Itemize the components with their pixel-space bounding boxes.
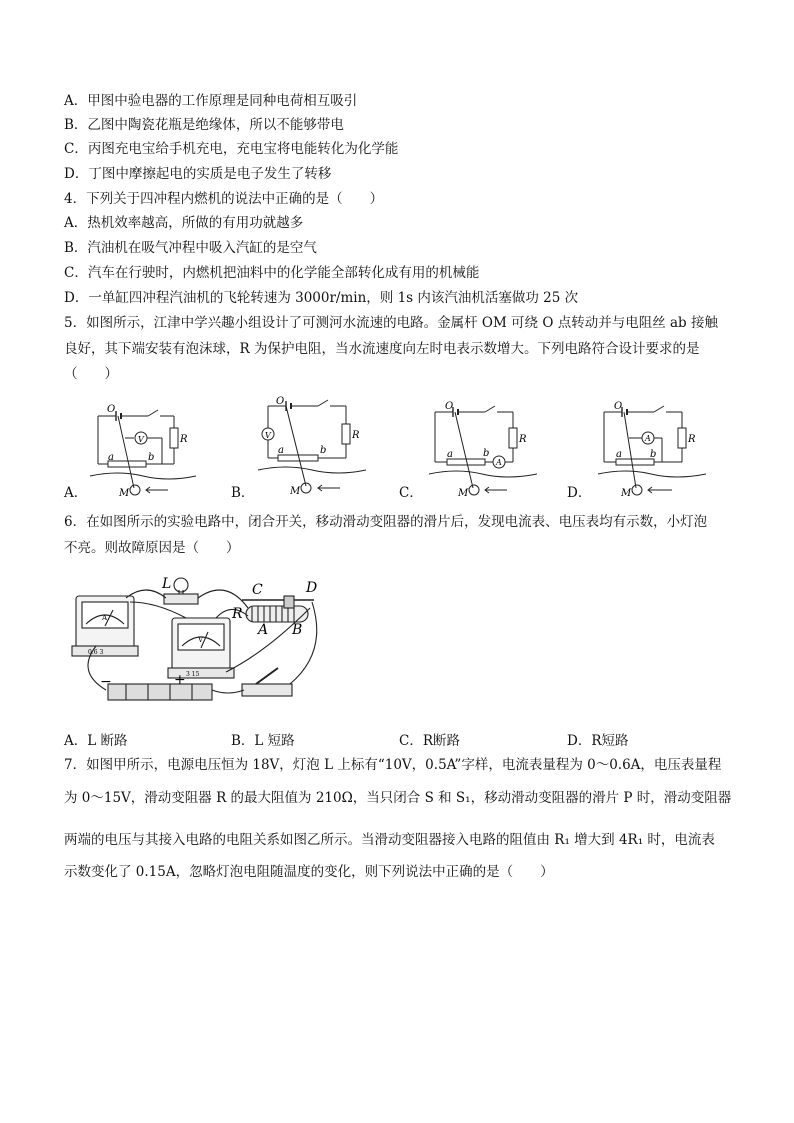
fig-range-v: 3 15	[186, 671, 200, 678]
q7-line4: 示数变化了 0.15A，忽略灯泡电阻随温度的变化，则下列说法中正确的是（ ）	[64, 864, 554, 880]
q6-option-d: D．R短路	[567, 733, 629, 749]
q7-line1: 7．如图甲所示，电源电压恒为 18V，灯泡 L 上标有“10V，0.5A”字样，电流表量程为 0～0.6A，电压表量程	[64, 757, 722, 773]
sym-a: a	[278, 445, 284, 456]
q4-option-a: A．热机效率越高，所做的有用功就越多	[64, 215, 304, 231]
sym-r: R	[180, 434, 188, 445]
meter-a: A	[496, 458, 502, 467]
fig-d: D	[306, 580, 318, 596]
sym-a: a	[108, 452, 114, 463]
q6-stem-line2: 不亮。则故障原因是（ ）	[64, 540, 240, 556]
sym-o: O	[614, 401, 623, 412]
sym-o: O	[445, 401, 454, 412]
q5-stem-line2: 良好，其下端安装有泡沫球，R 为保护电阻，当水流速度向左时电表示数增大。下列电路符合设计要求的是	[64, 341, 700, 357]
fig-ammeter: A	[102, 614, 108, 622]
fig-c: C	[252, 582, 263, 598]
sym-m: M	[458, 488, 469, 499]
q6-option-c: C．R断路	[399, 733, 460, 749]
q3-option-a: A．甲图中验电器的工作原理是同种电荷相互吸引	[64, 93, 358, 109]
sym-r: R	[519, 434, 527, 445]
q3-option-c: C．丙图充电宝给手机充电，充电宝将电能转化为化学能	[64, 141, 399, 157]
fig-a: A	[258, 622, 269, 638]
q3-option-b: B．乙图中陶瓷花瓶是绝缘体，所以不能够带电	[64, 117, 344, 133]
q5-circuit-c	[427, 398, 539, 500]
fig-l: L	[162, 576, 172, 592]
sym-a: a	[447, 449, 453, 460]
q7-line2: 为 0～15V，滑动变阻器 R 的最大阻值为 210Ω，当只闭合 S 和 S₁，移动滑动变阻器的滑片 P 时，滑动变阻器	[64, 790, 732, 806]
q5-circuit-d	[596, 398, 708, 500]
q7-line3: 两端的电压与其接入电路的电阻关系如图乙所示。当滑动变阻器接入电路的阻值由 R₁ 增大到 4R₁ 时，电流表	[64, 832, 715, 848]
q5-label-b: B．	[231, 485, 255, 501]
fig-plus: +	[174, 672, 186, 688]
sym-r: R	[688, 434, 696, 445]
sym-m: M	[621, 488, 632, 499]
q5-circuit-a	[88, 398, 198, 500]
q3-option-d: D．丁图中摩擦起电的实质是电子发生了转移	[64, 166, 332, 182]
q4-option-b: B．汽油机在吸气冲程中吸入汽缸的是空气	[64, 240, 317, 256]
q6-circuit-illustration	[66, 572, 332, 712]
sym-b: b	[148, 452, 155, 463]
sym-o: O	[107, 404, 116, 415]
fig-b: B	[292, 622, 303, 638]
sym-o: O	[276, 396, 285, 407]
q5-circuit-b	[256, 394, 368, 500]
sym-m: M	[290, 486, 301, 497]
fig-voltmeter: V	[198, 636, 204, 644]
sym-r: R	[352, 430, 360, 441]
sym-b: b	[483, 448, 490, 459]
q4-option-c: C．汽车在行驶时，内燃机把油料中的化学能全部转化成有用的机械能	[64, 265, 480, 281]
sym-b: b	[320, 445, 327, 456]
fig-range-a: 0.6 3	[88, 649, 104, 656]
q6-stem-line1: 6．在如图所示的实验电路中，闭合开关，移动滑动变阻器的滑片后，发现电流表、电压表均有示数，小灯泡	[64, 514, 708, 530]
q4-stem: 4．下列关于四冲程内燃机的说法中正确的是（ ）	[64, 191, 384, 207]
sym-b: b	[650, 449, 657, 460]
q5-label-a: A．	[64, 485, 88, 501]
meter-a: A	[645, 434, 651, 443]
q5-stem-line1: 5．如图所示，江津中学兴趣小组设计了可测河水流速的电路。金属杆 OM 可绕 O 点转动并与电阻丝 ab 接触	[64, 315, 718, 331]
sym-a: a	[616, 449, 622, 460]
q5-label-d: D．	[567, 485, 592, 501]
q5-stem-line3: （ ）	[64, 366, 118, 382]
q5-label-c: C．	[399, 485, 423, 501]
meter-v: V	[138, 435, 144, 444]
fig-r: R	[232, 606, 243, 622]
q6-option-a: A．L 断路	[64, 733, 128, 749]
sym-m: M	[119, 488, 130, 499]
meter-v: V	[265, 431, 271, 440]
q4-option-d: D．一单缸四冲程汽油机的飞轮转速为 3000r/min，则 1s 内该汽油机活塞做功 25 次	[64, 290, 579, 306]
q6-option-b: B．L 短路	[231, 733, 295, 749]
fig-minus: −	[100, 674, 112, 690]
